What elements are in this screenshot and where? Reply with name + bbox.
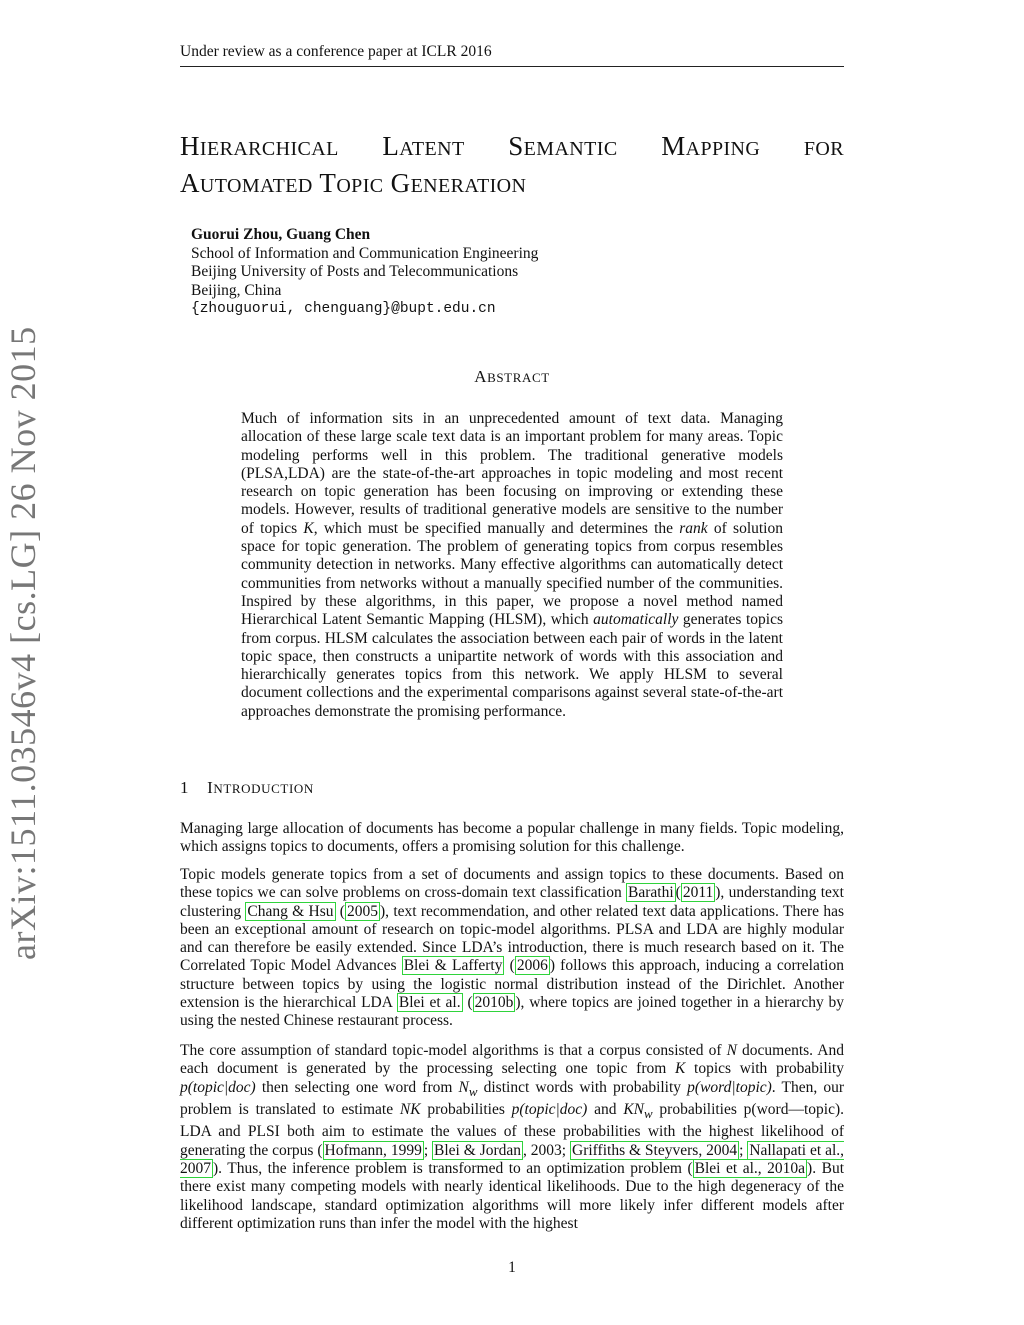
abstract-heading: ABSTRACT	[474, 367, 550, 386]
title-word: AUTOMATED	[180, 168, 313, 198]
title-word: MAPPING	[661, 131, 761, 161]
citation-link[interactable]: 2011	[682, 884, 714, 902]
arxiv-identifier: arXiv:1511.03546v4 [cs.LG] 26 Nov 2015	[3, 326, 43, 960]
author-names: Guorui Zhou, Guang Chen	[191, 226, 371, 243]
title-word: LATENT	[382, 131, 465, 161]
affiliation-line: Beijing, China	[191, 281, 282, 299]
citation-link[interactable]: Griffiths & Steyvers, 2004	[572, 1141, 738, 1159]
affiliation-line: Beijing University of Posts and Telecommunications	[191, 263, 519, 281]
citation-link[interactable]: Blei et al.	[398, 994, 461, 1012]
running-header: Under review as a conference paper at ICLR 2016	[180, 43, 844, 67]
abstract-body: Much of information sits in an unprecedented amount of text data. Managing allocation of these large scale text data is an important problem for many areas. Topic modeling performs well in this problem. The traditional generative models (PLSA,LDA) are the state-of-the-art approaches in topic modeling and most recent research on topic generation has been focusing on improving or extending these models. However, results of traditional generative models are sensitive to the number of topics K, which must be specified manually and determines the rank of solution space for topic generation. The problem of generating topics from corpus resembles community detection in networks. Many effective algorithms can automatically detect communities from networks without a manually specified number of the communities. Inspired by these algorithms, in this paper, we propose a novel method named Hierarchical Latent Semantic Mapping (HLSM), which automatically generates topics from corpus. HLSM calculates the association between each pair of words in the latent topic space, then constructs a unipartite network of words with this association and hierarchically generates topics from this network. We apply HLSM to several document collections and the experimental comparisons against several state-of-the-art approaches demonstrate the promising performance.	[241, 410, 783, 720]
citation-link[interactable]: 2005	[346, 902, 378, 920]
title-word: FOR	[803, 138, 844, 160]
intro-paragraph-3: The core assumption of standard topic-model algorithms is that a corpus consisted of N documents. And each document is generated by the processing selecting one topic from K topics with probability p(topic|doc) then selecting one word from $N_w$ distinct words with probability p(word|topic). Then, our problem is translated to estimate NK probabilities p(topic|doc) and $KN_w$ probabilities p(word—topic). LDA and PLSI both aim to estimate the values of these probabilities with the highest likelihood of generating the corpus ( Hofmann, 1999 ; Blei & Jordan , 2003; Griffiths & Steyvers, 2004 ; Nallapati et al., 2007 ). Thus, the inference problem is transformed to an optimization problem ( Blei et al., 2010a ). But there exist many competing models with nearly identical likelihoods. Due to the high degeneracy of the likelihood landscape, standard optimization algorithms will more likely infer different models after different optimization runs than infer the model with the highest	[180, 1042, 845, 1232]
affiliation-line: School of Information and Communication Engineering	[191, 244, 539, 262]
citation-link[interactable]: Nallapati et al., 2007	[180, 1141, 845, 1177]
citation-link[interactable]: Hofmann, 1999	[324, 1141, 422, 1159]
section-heading-introduction: 1 INTRODUCTION	[180, 778, 314, 797]
author-email: {zhouguorui, chenguang}@bupt.edu.cn	[191, 301, 496, 318]
citation-link[interactable]: Blei & Lafferty	[403, 957, 503, 975]
title-word: GENERATION	[390, 168, 527, 198]
citation-link[interactable]: 2010b	[474, 994, 514, 1012]
citation-link[interactable]: Blei & Jordan	[434, 1141, 522, 1159]
page-number: 1	[508, 1259, 516, 1276]
title-word: HIERARCHICAL	[180, 131, 339, 161]
intro-paragraph-2: Topic models generate topics from a set of documents and assign topics to these documents. Based on these topics we can solve problems on cross-domain text classification Barathi ( 2011 ), understanding text clustering Chang & Hsu ( 2005 ), text recommendation, and other related text data applications. There has been an exceptional amount of research on topic-model algorithms. PLSA and LDA are highly modular and can therefore be easily extended. Since LDA’s introduction, there is much research based on it. The Correlated Topic Model Advances Blei & Lafferty ( 2006 ) follows this approach, inducing a correlation structure between topics by using the logistic normal distribution instead of the Dirichlet. Another extension is the hierarchical LDA Blei et al. ( 2010b ), where topics are joined together in a hierarchy by using the nested Chinese restaurant process.	[180, 866, 845, 1030]
citation-link[interactable]: Chang & Hsu	[247, 902, 334, 920]
title-word: TOPIC	[319, 168, 384, 198]
intro-paragraph-1: Managing large allocation of documents has become a popular challenge in many fields. Topic modeling, which assigns topics to documents, offers a promising solution for this challenge.	[180, 820, 844, 856]
paper-title	[180, 129, 844, 203]
citation-link[interactable]: 2006	[516, 957, 548, 975]
author-block	[191, 226, 538, 319]
citation-link[interactable]: Blei et al., 2010a	[694, 1159, 806, 1177]
citation-link[interactable]: Barathi	[628, 884, 674, 902]
title-word: SEMANTIC	[508, 131, 618, 161]
